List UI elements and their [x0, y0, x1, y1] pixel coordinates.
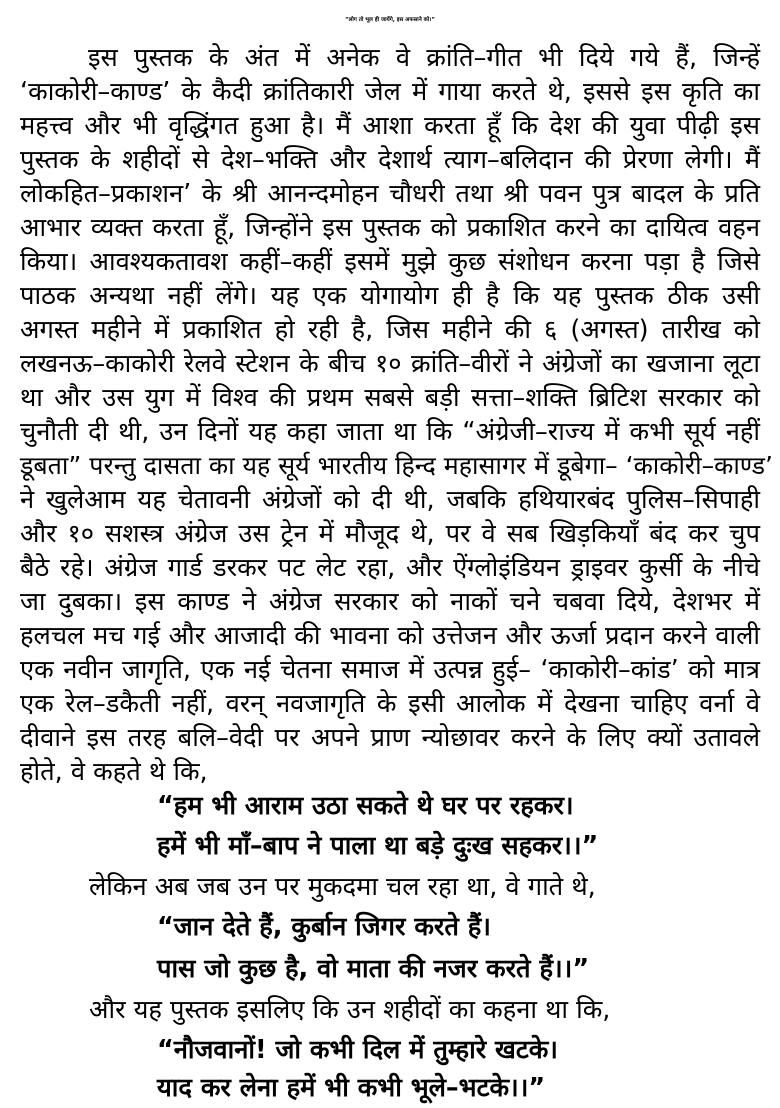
- connector-text: और यह पुस्तक इसलिए कि उन शहीदों का कहना था कि,: [89, 995, 611, 1025]
- paragraph-line: एक नवीन जागृति, एक नई चेतना समाज में उत्पन्न हुई– ‘काकोरी–कांड’ को मात्र: [20, 655, 760, 685]
- verse-line: “नौजवानों! जो कभी दिल में तुम्हारे खटके।: [157, 1035, 558, 1065]
- verse-line: “हम भी आराम उठा सकते थे घर पर रहकर।: [157, 791, 574, 821]
- paragraph-line: हलचल मच गई और आजादी की भावना को उत्तेजन और ऊर्जा प्रदान करने वाली: [20, 621, 760, 651]
- paragraph-line: इस पुस्तक के अंत में अनेक वे क्रांति–गीत भी दिये गये हैं, जिन्हें: [88, 43, 760, 73]
- paragraph-line: पाठक अन्यथा नहीं लेंगे। यह एक योगायोग ही है कि यह पुस्तक ठीक उसी: [20, 281, 760, 311]
- paragraph-line: ‘काकोरी–काण्ड’ के कैदी क्रांतिकारी जेल में गाया करते थे, इससे इस कृति का: [20, 77, 760, 107]
- paragraph-line: था और उस युग में विश्व की प्रथम सबसे बड़ी सत्ता–शक्ति ब्रिटिश सरकार को: [20, 383, 760, 413]
- paragraph-line: एक रेल–डकैती नहीं, वरन् नवजागृति के इसी आलोक में देखना चाहिए वर्ना वे: [20, 689, 760, 719]
- paragraph-line: लखनऊ–काकोरी रेलवे स्टेशन के बीच १० क्रांति–वीरों ने अंग्रेजों का खजाना लूटा: [20, 349, 760, 379]
- paragraph-line: डूबता” परन्तु दासता का यह सूर्य भारतीय हिन्द महासागर में डूबेगा– ‘काकोरी–काण्ड’: [20, 451, 773, 480]
- verse-line: “जान देते हैं, कुर्बान जिगर करते हैं।: [157, 912, 491, 942]
- paragraph-line: पुस्तक के शहीदों से देश–भक्ति और देशार्थ त्याग–बलिदान की प्रेरणा लेगी। मैं: [20, 145, 760, 175]
- verse-line: पास जो कुछ है, वो माता की नजर करते हैं।।”: [157, 954, 590, 984]
- paragraph-line: महत्त्व और भी वृद्धिंगत हुआ है। मैं आशा करता हूँ कि देश की युवा पीढ़ी इस: [20, 111, 760, 141]
- paragraph-line: दीवाने इस तरह बलि–वेदी पर अपने प्राण न्योछावर करने के लिए क्यों उतावले: [20, 723, 760, 753]
- connector-text: लेकिन अब जब उन पर मुकदमा चल रहा था, वे गाते थे,: [89, 872, 596, 902]
- paragraph-line: आभार व्यक्त करता हूँ, जिन्होंने इस पुस्तक को प्रकाशित करने का दायित्व वहन: [20, 213, 760, 243]
- paragraph-line: चुनौती दी थी, उन दिनों यह कहा जाता था कि “अंग्रेजी–राज्य में कभी सूर्य नहीं: [20, 417, 760, 447]
- verse-line: याद कर लेना हमें भी कभी भूले–भटके।।”: [157, 1073, 546, 1103]
- paragraph-line: जा दुबका। इस काण्ड ने अंग्रेज सरकार को नाकों चने चबवा दिये, देशभर में: [20, 587, 760, 617]
- verse-line: हमें भी माँ–बाप ने पाला था बड़े दुःख सहकर।।”: [157, 831, 599, 861]
- paragraph-line: बैठे रहे। अंग्रेज गार्ड डरकर पट लेट रहा, और ऐंग्लोइंडियन ड्राइवर कुर्सी के नीचे: [20, 553, 760, 583]
- paragraph-line: होते, वे कहते थे कि,: [20, 757, 208, 787]
- page-heading: “लोग तो भूल ही जायेंगे, इस अफसाने को।”: [344, 17, 436, 23]
- paragraph-line: लोकहित–प्रकाशन’ के श्री आनन्दमोहन चौधरी तथा श्री पवन पुत्र बादल के प्रति: [20, 179, 760, 209]
- paragraph-line: किया। आवश्यकतावश कहीं–कहीं इसमें मुझे कुछ संशोधन करना पड़ा है जिसे: [20, 247, 760, 277]
- paragraph-line: ने खुलेआम यह चेतावनी अंग्रेजों को दी थी, जबकि हथियारबंद पुलिस–सिपाही: [20, 485, 760, 515]
- paragraph-line: अगस्त महीने में प्रकाशित हो रही है, जिस महीने की ६ (अगस्त) तारीख को: [20, 315, 760, 345]
- paragraph-line: और १० सशस्त्र अंग्रेज उस ट्रेन में मौजूद थे, पर वे सब खिड़कियाँ बंद कर चुप: [20, 519, 760, 549]
